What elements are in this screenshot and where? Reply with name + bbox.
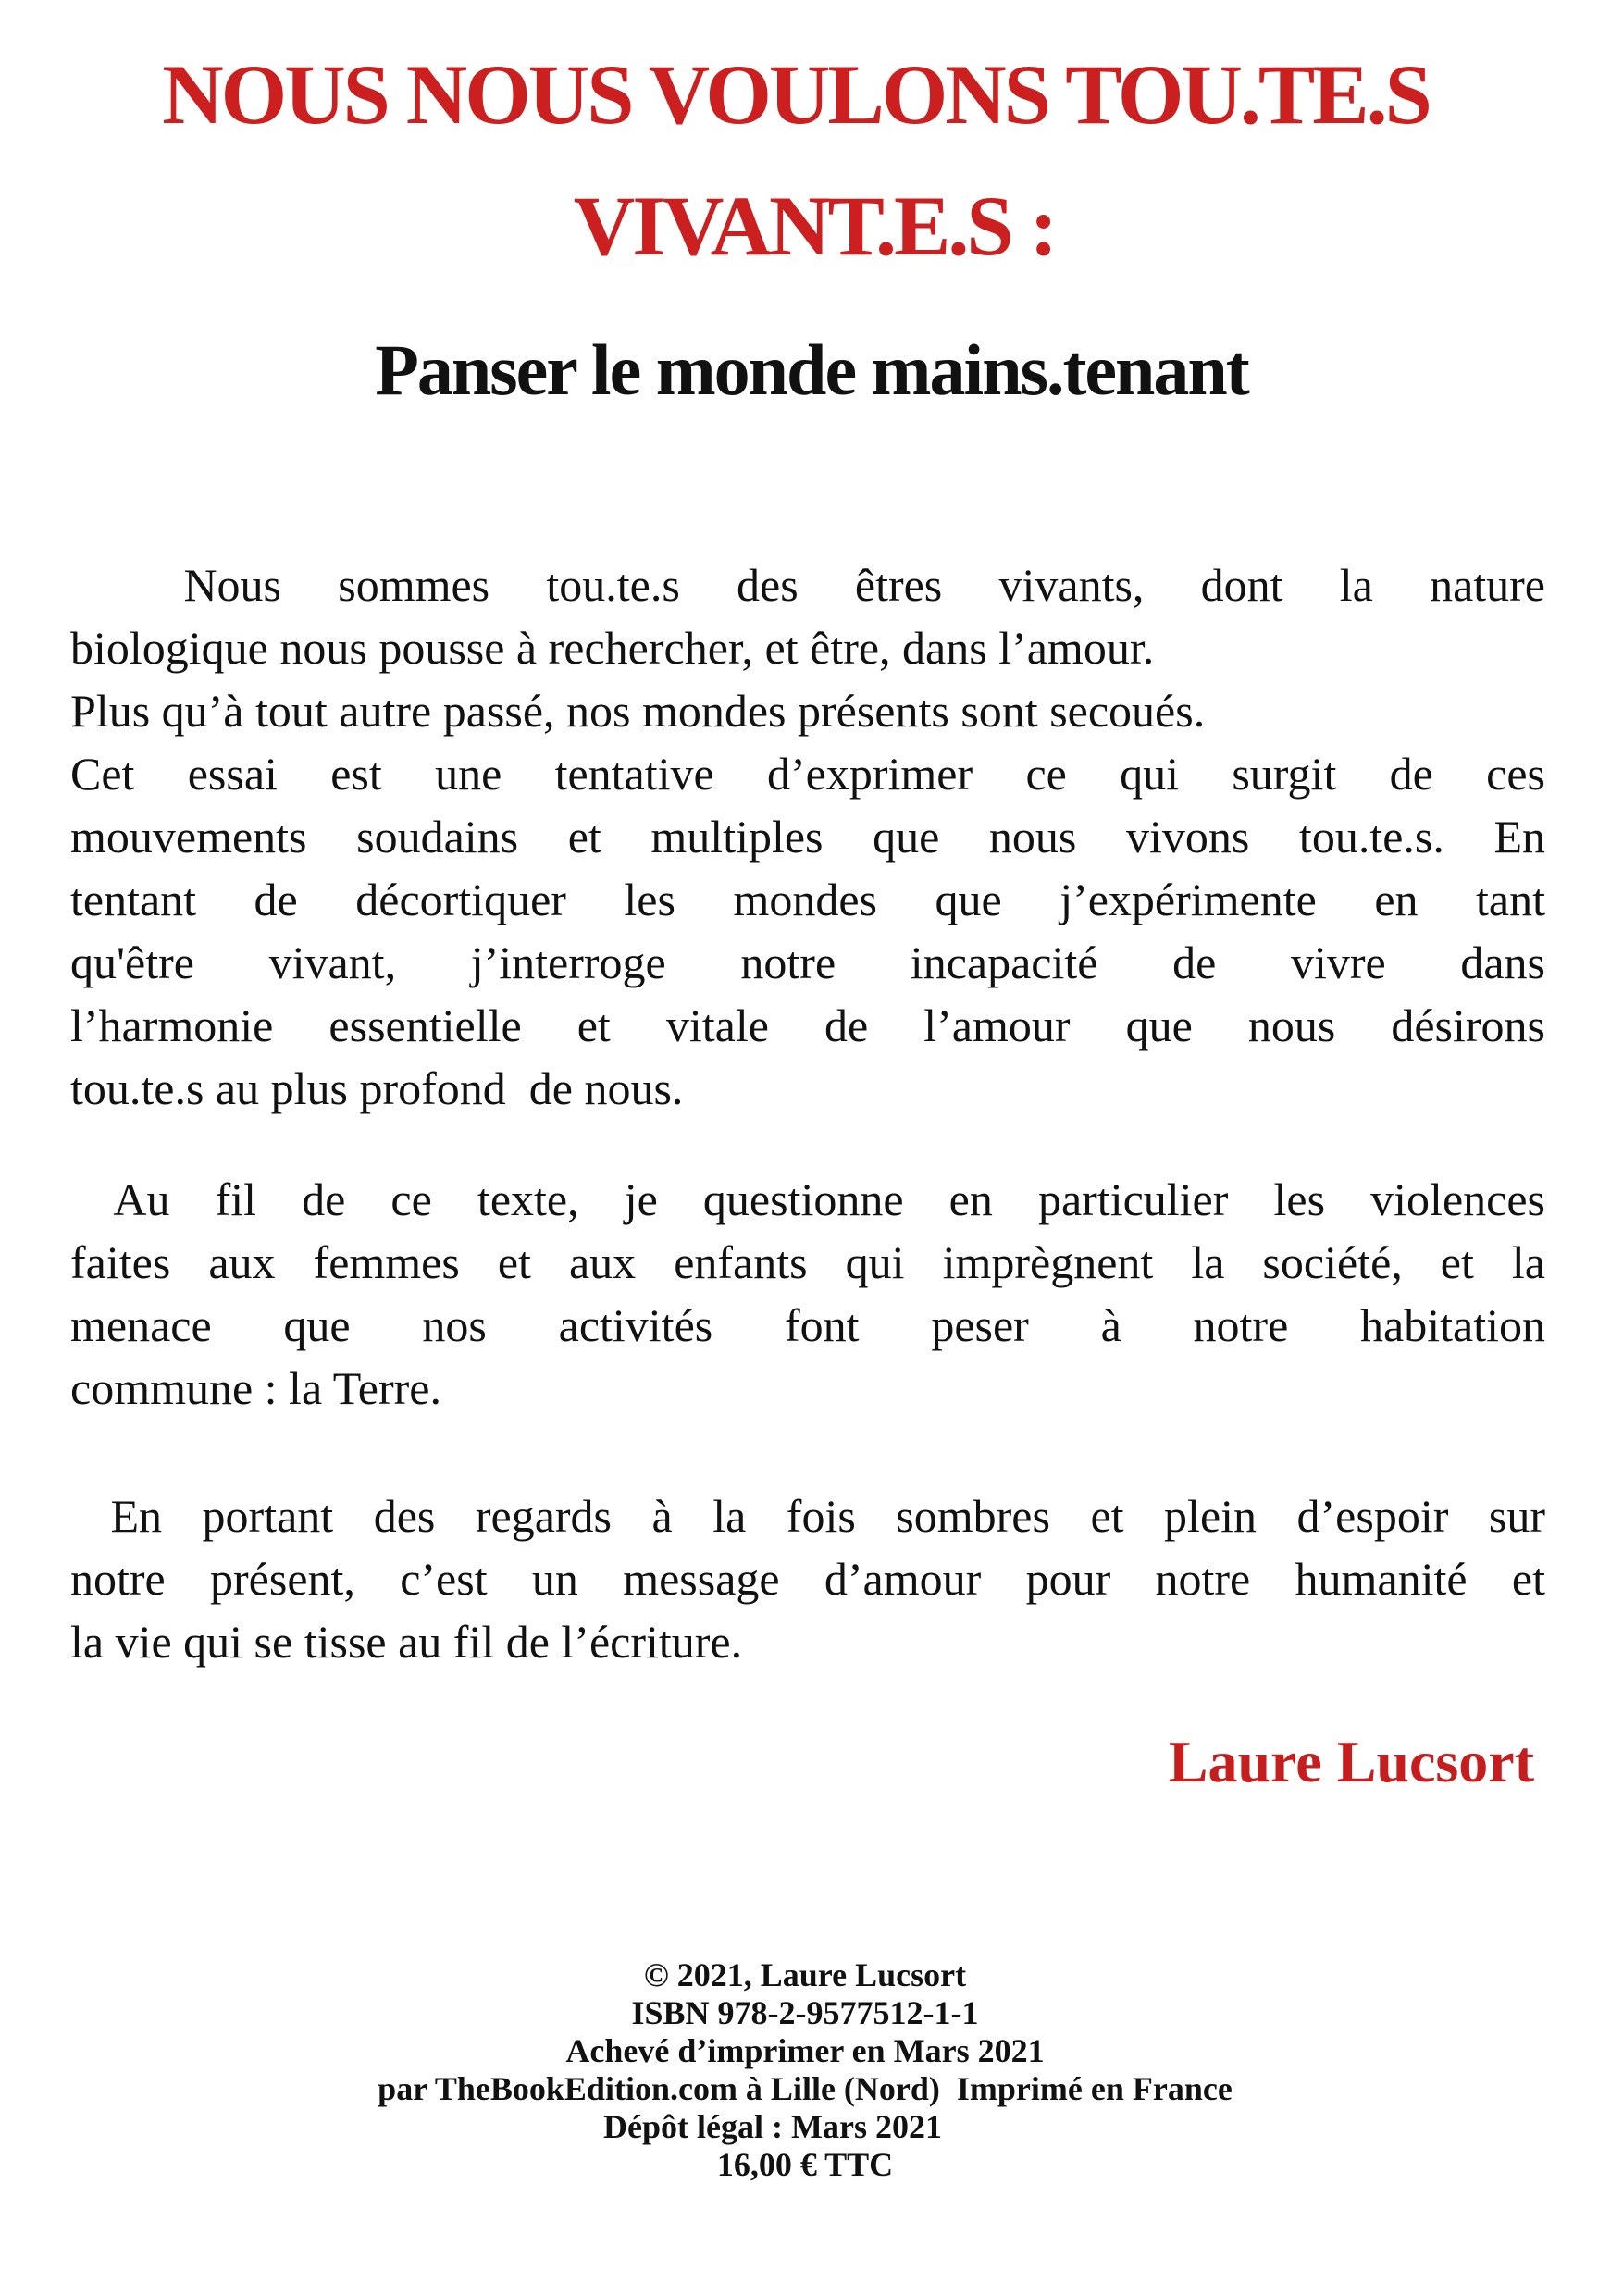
printer-line: par TheBookEdition.com à Lille (Nord) Imprimé en France xyxy=(378,2070,1233,2107)
paragraph-2-line: menace que nos activités font peser à notre habitation xyxy=(70,1299,1545,1351)
paragraph-1-line: l’harmonie essentielle et vitale de l’amour que nous désirons xyxy=(70,999,1545,1051)
paragraph-3 xyxy=(70,1484,1545,1673)
title-line-2: VIVANT.E.S : xyxy=(573,179,1056,273)
colophon xyxy=(278,1956,1332,2184)
paragraph-1-line: tou.te.s au plus profond de nous. xyxy=(70,1062,684,1114)
price-line: 16,00 € TTC xyxy=(716,2146,894,2183)
subtitle: Panser le monde mains.tenant xyxy=(375,329,1248,410)
paragraph-1-line: biologique nous pousse à rechercher, et être, dans l’amour. xyxy=(70,622,1155,674)
paragraph-1 xyxy=(70,553,1545,1120)
paragraph-3-line: En portant des regards à la fois sombres et plein d’espoir sur xyxy=(70,1490,1545,1542)
title-line-1: NOUS NOUS VOULONS TOU.TE.S xyxy=(162,47,1430,142)
legal-deposit-line: Dépôt légal : Mars 2021 xyxy=(603,2108,942,2145)
paragraph-2-line: commune : la Terre. xyxy=(70,1362,441,1414)
paragraph-2-line: Au fil de ce texte, je questionne en particulier les violences xyxy=(70,1173,1545,1225)
paragraph-2 xyxy=(70,1168,1545,1420)
author-name: Laure Lucsort xyxy=(1168,1729,1534,1794)
paragraph-1-line: Cet essai est une tentative d’exprimer ce qui surgit de ces xyxy=(70,748,1545,800)
copyright-line: © 2021, Laure Lucsort xyxy=(643,1956,967,1993)
printed-date-line: Achevé d’imprimer en Mars 2021 xyxy=(565,2032,1045,2069)
isbn-line: ISBN 978-2-9577512-1-1 xyxy=(631,1994,979,2031)
paragraph-1-line: qu'être vivant, j’interroge notre incapacité de vivre dans xyxy=(70,937,1545,988)
paragraph-3-line: notre présent, c’est un message d’amour pour notre humanité et xyxy=(70,1553,1545,1605)
paragraph-1-line: tentant de décortiquer les mondes que j’expérimente en tant xyxy=(70,874,1545,925)
paragraph-1-line: mouvements soudains et multiples que nous vivons tou.te.s. En xyxy=(70,811,1545,863)
paragraph-3-line: la vie qui se tisse au fil de l’écriture. xyxy=(70,1616,743,1668)
paragraph-1-line: Nous sommes tou.te.s des êtres vivants, dont la nature xyxy=(70,559,1545,611)
paragraph-2-line: faites aux femmes et aux enfants qui imprègnent la société, et la xyxy=(70,1236,1545,1288)
paragraph-1-line: Plus qu’à tout autre passé, nos mondes présents sont secoués. xyxy=(70,685,1206,737)
